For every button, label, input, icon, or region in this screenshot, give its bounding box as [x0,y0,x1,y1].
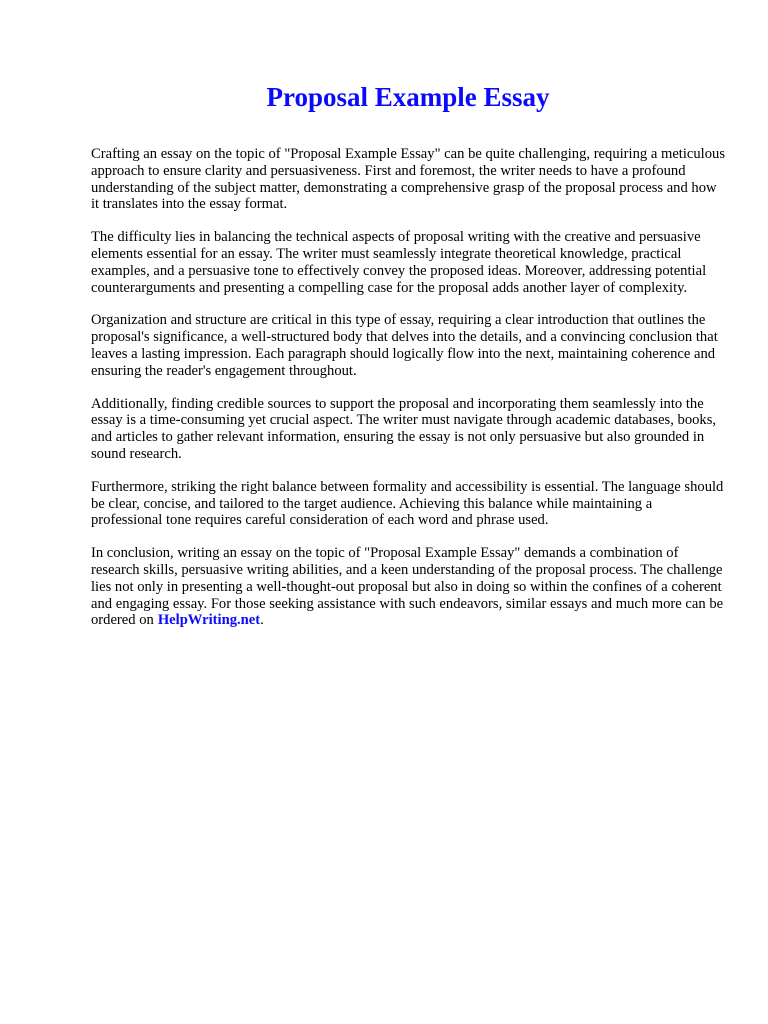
page-title: Proposal Example Essay [266,82,550,112]
conclusion-text: In conclusion, writing an essay on the topic of "Proposal Example Essay" demands a combination of research skills, persuasive writing abilities, and a keen understanding of the proposal process. The challenge lies not only in presenting a well-thought-out proposal but also in doing so within the confines of a coherent and engaging essay. For those seeking assistance with such endeavors, similar essays and much more can be ordered on [91,545,724,629]
paragraph-2: The difficulty lies in balancing the technical aspects of proposal writing with the creative and persuasive elements essential for an essay. The writer must seamlessly integrate theoretical knowledge, practical examples, and a persuasive tone to effectively convey the proposed ideas. Moreover, addressing potential counterarguments and presenting a compelling case for the proposal adds another layer of complexity. [91,229,707,296]
paragraph-3: Organization and structure are critical in this type of essay, requiring a clear introduction that outlines the proposal's significance, a well-structured body that delves into the details, and a convincing conclusion that leaves a lasting impression. Each paragraph should logically flow into the next, maintaining coherence and ensuring the reader's engagement throughout. [91,312,718,379]
paragraph-4: Additionally, finding credible sources to support the proposal and incorporating them seamlessly into the essay is a time-consuming yet crucial aspect. The writer must navigate through academic databases, books, and articles to gather relevant information, ensuring the essay is not only persuasive but also grounded in sound research. [91,395,717,462]
paragraph-1: Crafting an essay on the topic of "Proposal Example Essay" can be quite challenging, requiring a meticulous approach to ensure clarity and persuasiveness. First and foremost, the writer needs to have a profound understanding of the subject matter, demonstrating a comprehensive grasp of the proposal process and how it translates into the essay format. [91,146,726,213]
helpwriting-link[interactable]: HelpWriting.net [157,612,261,629]
conclusion-period: . [260,612,264,629]
essay-body [91,146,727,645]
paragraph-5: Furthermore, striking the right balance between formality and accessibility is essential. The language should be clear, concise, and tailored to the target audience. Achieving this balance while maintaining a professional tone requires careful consideration of each word and phrase used. [91,478,724,529]
conclusion-paragraph [91,545,727,629]
